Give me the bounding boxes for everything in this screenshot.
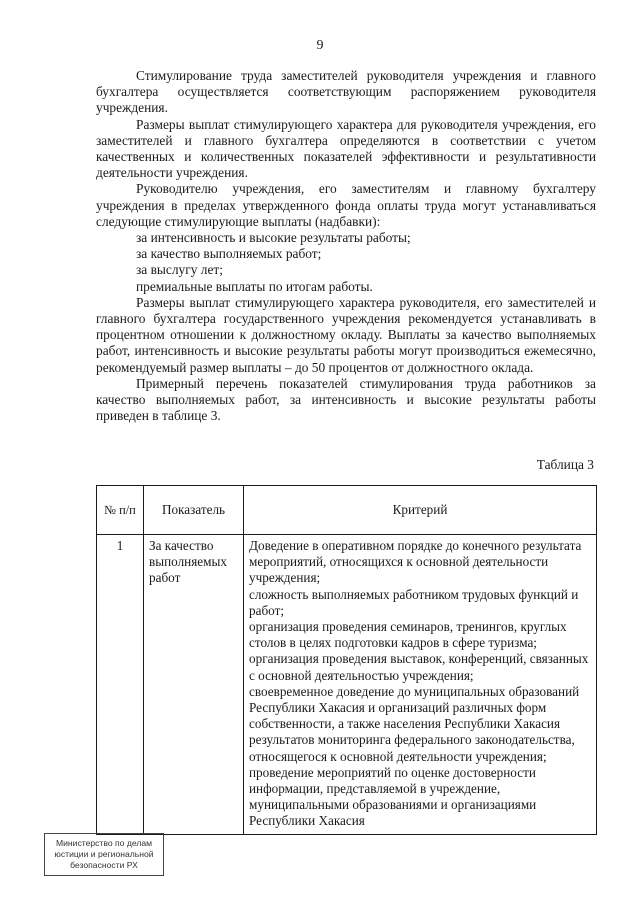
criterion-item: своевременное доведение до муниципальных образований Республики Хакасия и организаций различных форм собственности, а также населения Республики Хакасия результатов мониторинга федерального законодательства, относящегося к основной деятельности учреждения;	[249, 683, 580, 764]
payment-item-seniority: за выслугу лет;	[136, 262, 223, 278]
criterion-item: организация проведения выставок, конференций, связанных с основной деятельностью учреждения;	[249, 651, 589, 683]
criterion-item: организация проведения семинаров, тренингов, круглых столов в целях подготовки кадров в сфере туризма;	[249, 619, 567, 651]
paragraph-4: Размеры выплат стимулирующего характера руководителя, его заместителей и главного бухгалтера государственного учреждения рекомендуется устанавливать в процентном отношении к должностному окладу. Выплаты за качество выполняемых работ, интенсивность и высокие результаты работы могут производиться ежемесячно, рекомендуемый размер выплаты – до 50 процентов от должностного оклада.	[96, 294, 596, 375]
payment-item-intensity: за интенсивность и высокие результаты работы;	[136, 230, 411, 246]
ministry-stamp	[44, 833, 164, 876]
criterion-item: сложность выполняемых работником трудовых функций и работ;	[249, 586, 579, 618]
criterion-item: проведение мероприятий по оценке достоверности информации, представляемой в учреждение, муниципальными образованиями и организациями Республики Хакасия	[249, 764, 537, 829]
table-header-row	[97, 486, 597, 535]
paragraph-2: Размеры выплат стимулирующего характера для руководителя учреждения, его заместителей и главного бухгалтера определяются в соответствии с учетом качественных и количественных показателей эффективности и результативности деятельности учреждения.	[96, 116, 596, 181]
row-criteria	[244, 535, 597, 835]
stamp-line: безопасности РХ	[70, 860, 138, 870]
table-caption: Таблица 3	[536, 457, 594, 472]
payment-item-bonus: премиальные выплаты по итогам работы.	[136, 278, 373, 294]
table-row	[97, 535, 597, 835]
header-criterion: Критерий	[244, 486, 597, 535]
paragraph-1: Стимулирование труда заместителей руководителя учреждения и главного бухгалтера осуществляется соответствующим распоряжением руководителя учреждения.	[96, 68, 596, 116]
payment-item-quality: за качество выполняемых работ;	[136, 246, 322, 262]
header-num: № п/п	[97, 486, 144, 535]
document-body	[96, 68, 596, 424]
row-num: 1	[97, 535, 144, 835]
paragraph-3: Руководителю учреждения, его заместителям и главному бухгалтеру учреждения в пределах утвержденного фонда оплаты труда могут устанавливаться следующие стимулирующие выплаты (надбавки):	[96, 181, 596, 229]
header-indicator: Показатель	[144, 486, 244, 535]
criteria-table	[96, 485, 597, 835]
row-indicator: За качество выполняемых работ	[144, 535, 244, 835]
paragraph-5: Примерный перечень показателей стимулирования труда работников за качество выполняемых работ, за интенсивность и высокие результаты работы приведен в таблице 3.	[96, 375, 596, 424]
stamp-line: юстиции и региональной	[54, 849, 154, 859]
stamp-line: Министерство по делам	[55, 838, 153, 848]
page-number: 9	[316, 38, 324, 53]
criterion-item: Доведение в оперативном порядке до конечного результата мероприятий, относящихся к основной деятельности учреждения;	[249, 538, 582, 586]
